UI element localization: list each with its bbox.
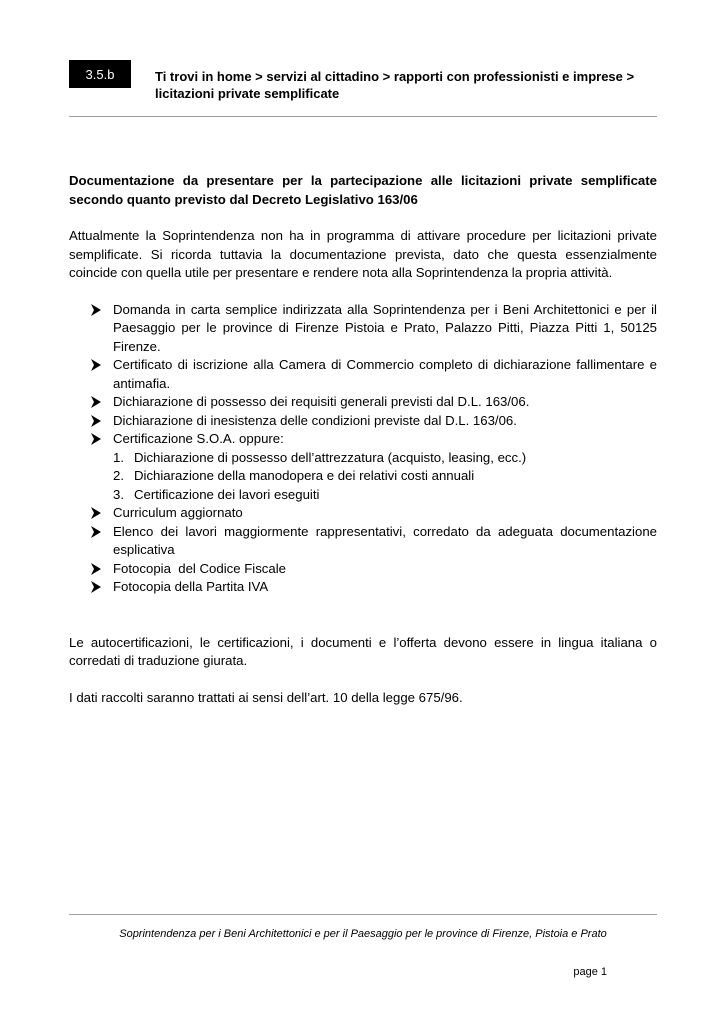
footer-divider bbox=[69, 914, 657, 915]
list-item-text: Certificazione S.O.A. oppure: bbox=[113, 431, 284, 446]
privacy-note: I dati raccolti saranno trattati ai sensi dell’art. 10 della legge 675/96. bbox=[69, 689, 463, 705]
list-item-text: Dichiarazione di possesso dei requisiti generali previsti dal D.L. 163/06. bbox=[113, 394, 530, 409]
arrowhead-bullet-icon bbox=[91, 581, 101, 593]
sublist-text: Certificazione dei lavori eseguiti bbox=[134, 486, 320, 502]
sublist-item bbox=[113, 486, 657, 505]
page-number: page 1 bbox=[573, 966, 607, 978]
main-content bbox=[69, 172, 657, 725]
sublist-item bbox=[113, 467, 657, 486]
list-item bbox=[69, 412, 657, 431]
sublist-item bbox=[113, 449, 657, 468]
list-item bbox=[69, 356, 657, 393]
arrowhead-bullet-icon bbox=[91, 526, 101, 538]
header-divider bbox=[69, 116, 657, 117]
list-item bbox=[69, 430, 657, 504]
list-item-text: Fotocopia della Partita IVA bbox=[113, 579, 269, 594]
page-heading: Documentazione da presentare per la partecipazione alle licitazioni private semplificate secondo quanto previsto dal Decreto Legislativo 163/06 bbox=[69, 173, 657, 207]
arrowhead-bullet-icon bbox=[91, 396, 101, 408]
language-note: Le autocertificazioni, le certificazioni, i documenti e l’offerta devono essere in lingua italiana o corredati di traduzione giurata. bbox=[69, 634, 657, 668]
footer-text: Soprintendenza per i Beni Architettonici e per il Paesaggio per le province di Firenze, Pistoia e Prato bbox=[119, 928, 607, 940]
list-item bbox=[69, 301, 657, 357]
sublist-number: 1. bbox=[113, 449, 124, 465]
list-item-text: Dichiarazione di inesistenza delle condizioni previste dal D.L. 163/06. bbox=[113, 412, 517, 428]
arrowhead-bullet-icon bbox=[91, 507, 101, 519]
sublist-number: 3. bbox=[113, 486, 124, 502]
sublist-text: Dichiarazione della manodopera e dei relativi costi annuali bbox=[134, 468, 475, 483]
list-item bbox=[69, 393, 657, 412]
arrowhead-bullet-icon bbox=[91, 359, 101, 371]
intro-paragraph: Attualmente la Soprintendenza non ha in programma di attivare procedure per licitazioni private semplificate. Si ricorda tuttavia la documentazione prevista, dato che questa essenzialmente coincide con quella utile per presentare e rendere nota alla Soprintendenza la propria attività. bbox=[69, 228, 657, 280]
list-item-text: Elenco dei lavori maggiormente rappresentativi, corredato da adeguata documentazione esplicativa bbox=[113, 523, 657, 557]
sublist-number: 2. bbox=[113, 468, 124, 483]
list-item-text: Certificato di iscrizione alla Camera di Commercio completo di dichiarazione fallimentare e antimafia. bbox=[113, 357, 657, 391]
list-item bbox=[69, 523, 657, 560]
arrowhead-bullet-icon bbox=[91, 563, 101, 575]
list-item bbox=[69, 560, 657, 579]
list-item-text: Domanda in carta semplice indirizzata alla Soprintendenza per i Beni Architettonici e per il Paesaggio per le province di Firenze Pistoia e Prato, Palazzo Pitti, Piazza Pitti 1, 50125 Firenze. bbox=[113, 301, 657, 354]
section-badge: 3.5.b bbox=[69, 60, 131, 88]
arrowhead-bullet-icon bbox=[91, 304, 101, 316]
list-item bbox=[69, 504, 657, 523]
arrowhead-bullet-icon bbox=[91, 433, 101, 445]
soa-sublist bbox=[113, 449, 657, 505]
requirements-list bbox=[69, 301, 657, 597]
arrowhead-bullet-icon bbox=[91, 415, 101, 427]
sublist-text: Dichiarazione di possesso dell’attrezzatura (acquisto, leasing, ecc.) bbox=[134, 449, 527, 465]
breadcrumb: Ti trovi in home > servizi al cittadino > rapporti con professionisti e imprese > licitazioni private semplificate bbox=[155, 69, 635, 101]
list-item-text: Fotocopia del Codice Fiscale bbox=[113, 560, 286, 576]
list-item bbox=[69, 578, 657, 597]
list-item-text: Curriculum aggiornato bbox=[113, 505, 243, 520]
